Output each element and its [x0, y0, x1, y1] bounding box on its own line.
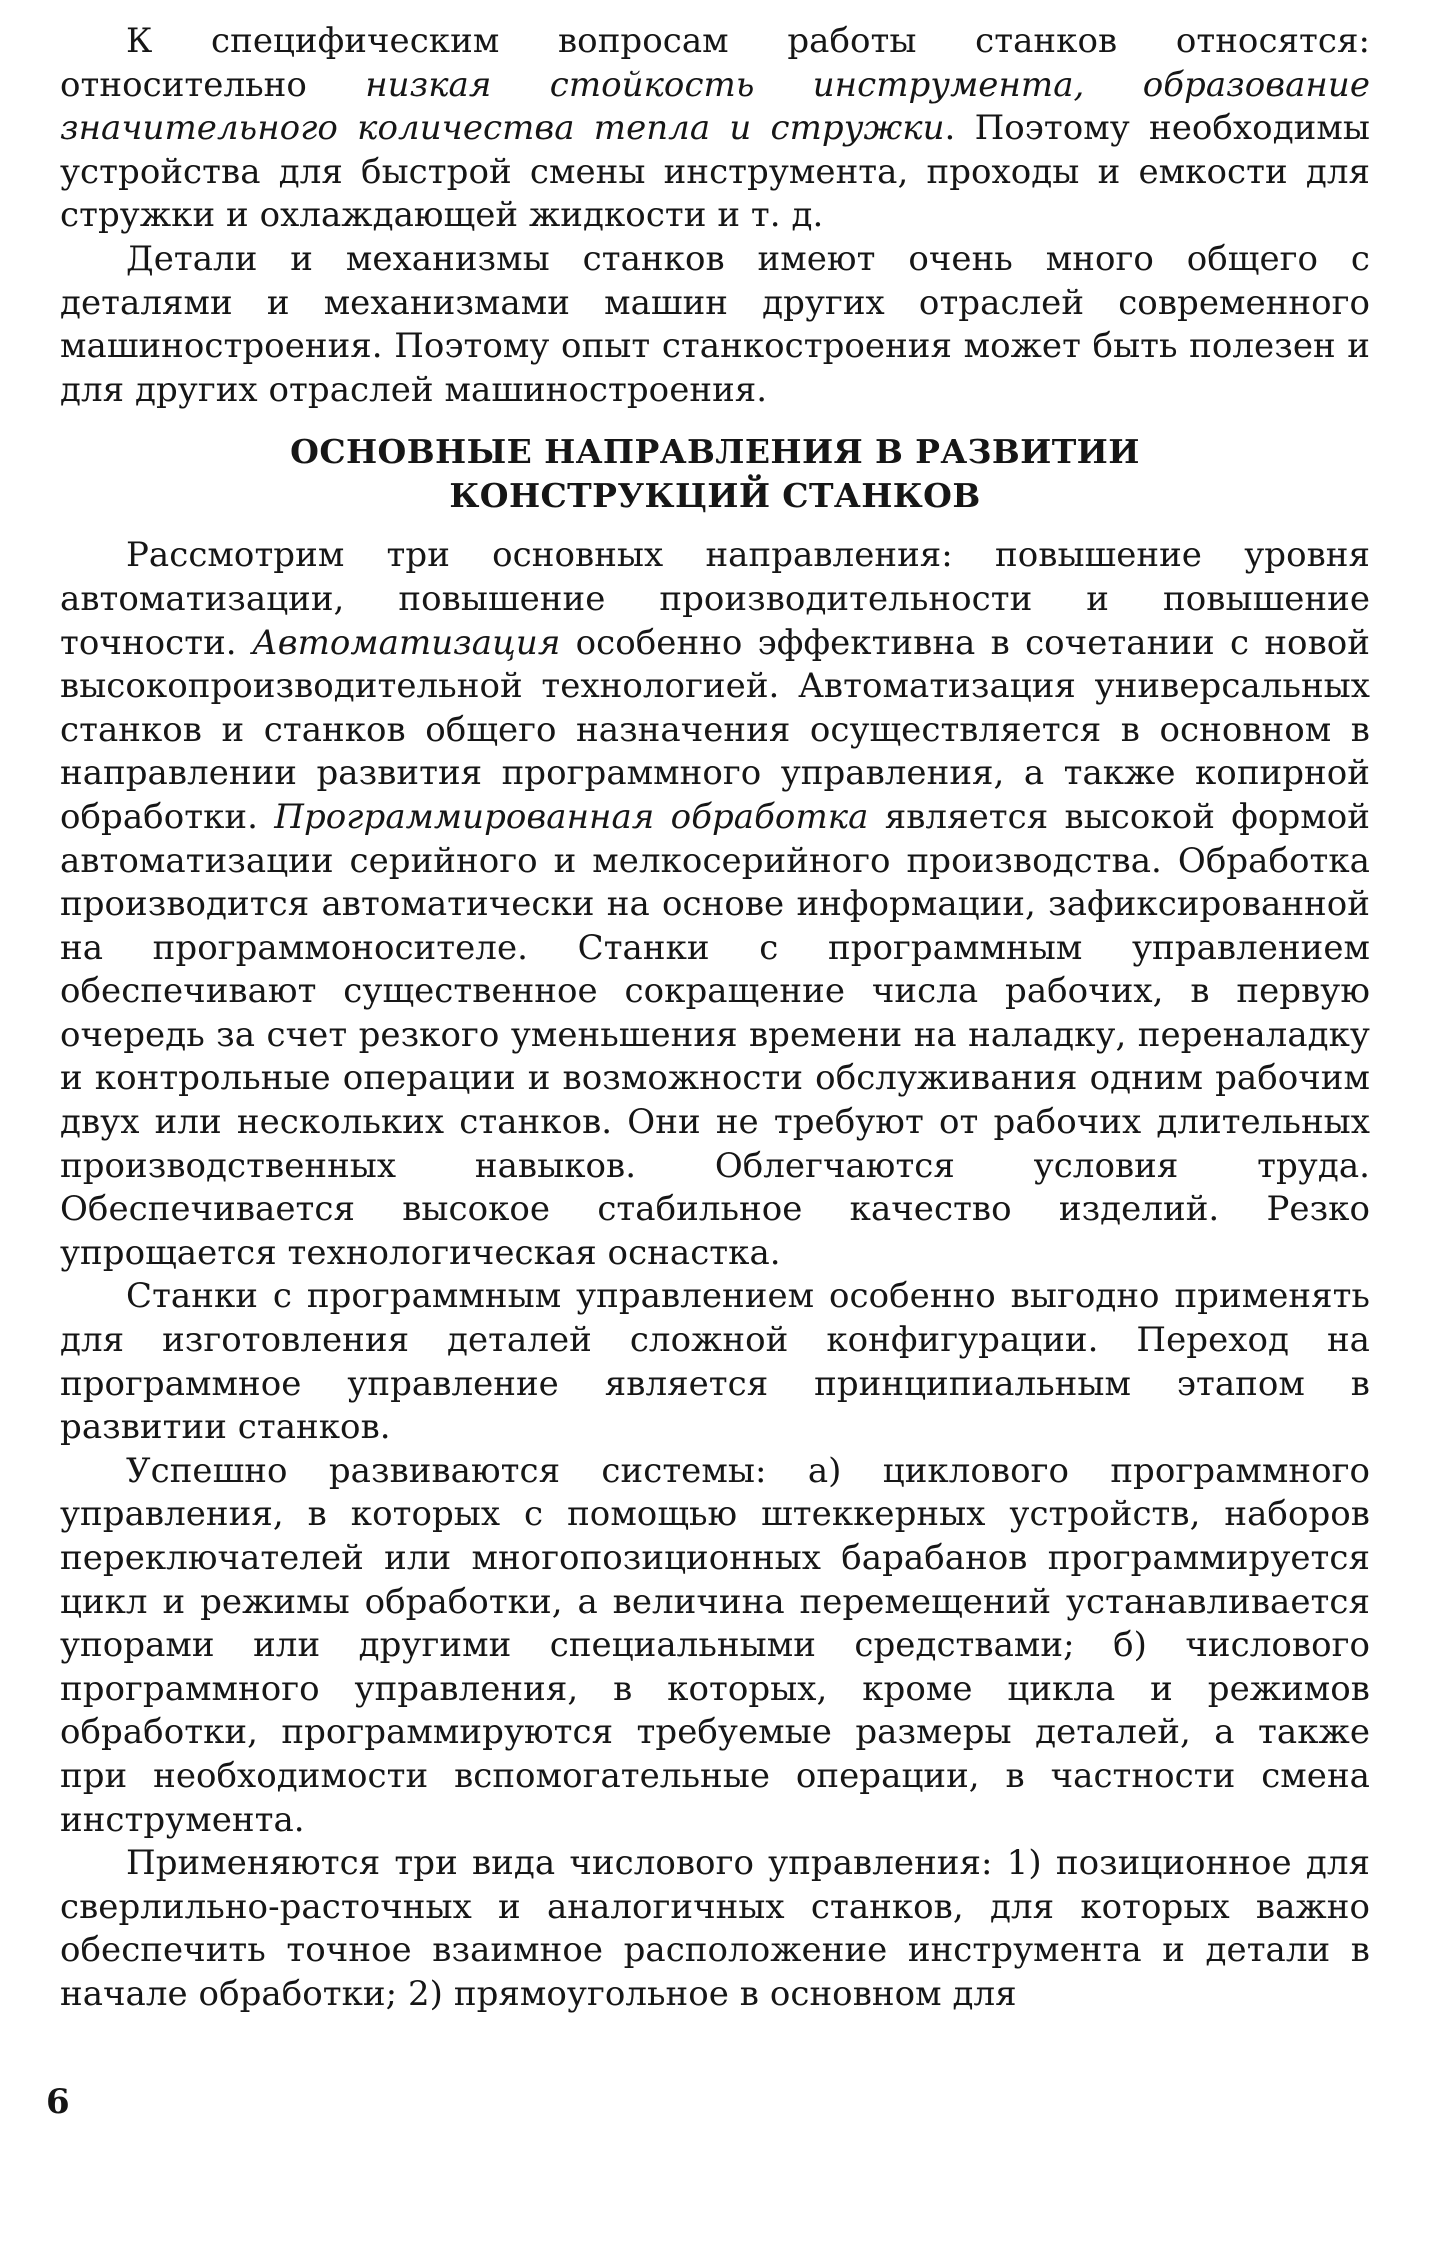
book-page [60, 20, 1370, 2220]
paragraph-3-part-1: Рассмотрим три основных направления: повышение уровня автоматизации, повышение производительности и повышение точности. [60, 535, 1370, 663]
section-heading [60, 430, 1370, 518]
paragraph-1 [60, 20, 1370, 238]
paragraph-1-italic-part: низкая стойкость инструмента, образование значительного количества тепла и стружки [60, 64, 1370, 149]
section-heading-line-2: КОНСТРУКЦИЙ СТАНКОВ [449, 476, 981, 516]
paragraph-3-part-3: особенно эффективна в сочетании с новой высокопроизводительной технологией. Автоматизация универсальных станков и станков общего назначения осуществляется в основном в направлении развития программного управления, а также копирной обработки. [60, 622, 1370, 837]
paragraph-4 [60, 1275, 1370, 1449]
paragraph-3-italic-programmed: Программированная обработка [274, 796, 869, 837]
paragraph-6-text: Применяются три вида числового управления: 1) позиционное для сверлильно-расточных и аналогичных станков, для которых важно обеспечить точное взаимное расположение инструмента и детали в начале обработки; 2) прямоугольное в основном для [60, 1843, 1370, 2014]
section-heading-line-1: ОСНОВНЫЕ НАПРАВЛЕНИЯ В РАЗВИТИИ [290, 432, 1140, 472]
paragraph-2-text: Детали и механизмы станков имеют очень много общего с деталями и механизмами машин других отраслей современного машиностроения. Поэтому опыт станкостроения может быть полезен и для других отраслей машиностроения. [60, 238, 1370, 410]
paragraph-2 [60, 238, 1370, 412]
paragraph-3 [60, 534, 1370, 1275]
page-number: 6 [46, 2082, 70, 2122]
paragraph-3-part-5: является высокой формой автоматизации серийного и мелкосерийного производства. Обработка производится автоматически на основе информации, зафиксированной на программоносителе. Станки с программным управлением обеспечивают существенное сокращение числа рабочих, в первую очередь за счет резкого уменьшения времени на наладку, переналадку и контрольные операции и возможности обслуживания одним рабочим двух или нескольких станков. Они не требуют от рабочих длительных производственных навыков. Облегчаются условия труда. Обеспечивается высокое стабильное качество изделий. Резко упрощается технологическая оснастка. [60, 796, 1370, 1273]
paragraph-3-italic-automation: Автоматизация [251, 622, 561, 663]
paragraph-1-part-1: К специфическим вопросам работы станков относятся: относительно [60, 21, 1370, 105]
paragraph-1-part-3: . Поэтому необходимы устройства для быстрой смены инструмента, проходы и емкости для стружки и охлаждающей жидкости и т. д. [60, 108, 1370, 236]
paragraph-4-text: Станки с программным управлением особенно выгодно применять для изготовления деталей сложной конфигурации. Переход на программное управление является принципиальным этапом в развитии станков. [60, 1276, 1370, 1448]
paragraph-5-text: Успешно развиваются системы: а) циклового программного управления, в которых с помощью штеккерных устройств, наборов переключателей или многопозиционных барабанов программируется цикл и режимы обработки, а величина перемещений устанавливается упорами или другими специальными средствами; б) числового программного управления, в которых, кроме цикла и режимов обработки, программируются требуемые размеры деталей, а также при необходимости вспомогательные операции, в частности смена инструмента. [60, 1450, 1370, 1840]
paragraph-5 [60, 1450, 1370, 1842]
paragraph-6 [60, 1842, 1370, 2016]
